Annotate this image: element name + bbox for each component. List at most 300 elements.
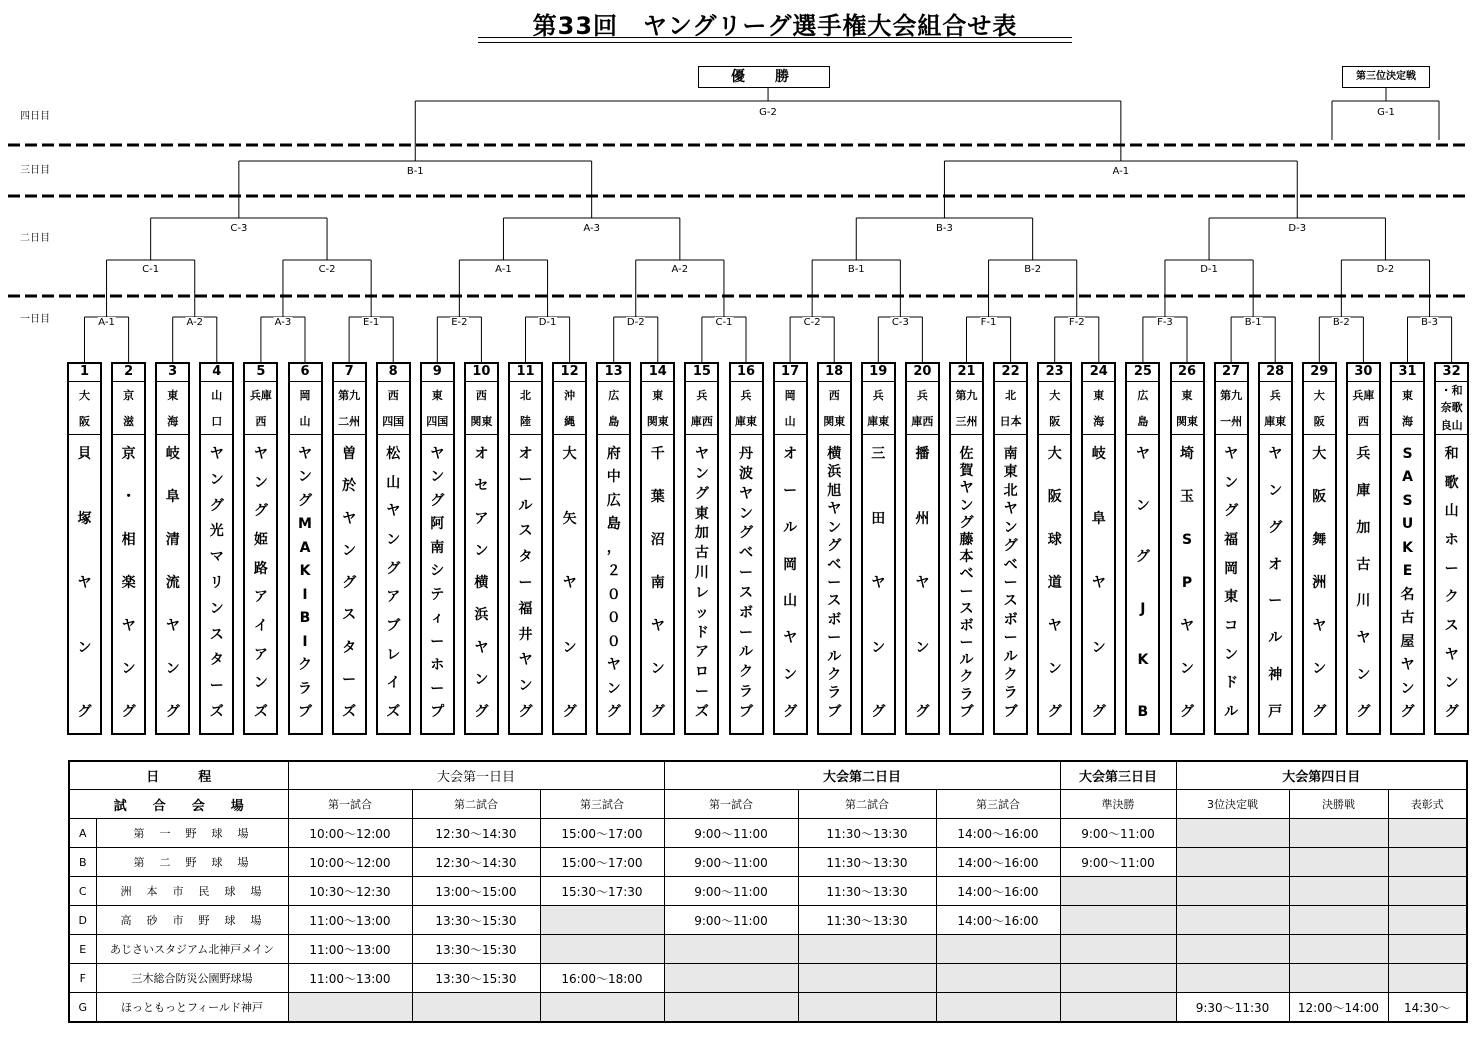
team-name-char: 阪 — [1312, 489, 1327, 505]
team-number: 11 — [516, 364, 535, 379]
team-region — [819, 381, 850, 434]
team-name — [378, 434, 409, 733]
team-name-char: グ — [827, 538, 842, 555]
team-name-char: K — [1137, 652, 1149, 669]
team-region-part: 日本 — [999, 414, 1022, 428]
team-name-char: ン — [77, 639, 92, 656]
time-slot: 9:00～11:00 — [1060, 819, 1176, 848]
team-region-part: 関東 — [823, 414, 846, 428]
team-name-char: ラ — [298, 680, 312, 697]
team-name-char: ヤ — [562, 575, 577, 591]
venue-key: A — [69, 819, 96, 848]
session-header: 決勝戦 — [1289, 790, 1388, 819]
team-name-char: ヤ — [915, 575, 930, 591]
team-region — [1083, 381, 1114, 434]
team-name-char: ン — [739, 505, 753, 522]
team-number: 22 — [1001, 364, 1020, 379]
time-slot: 9:30～11:30 — [1176, 993, 1289, 1023]
time-slot: 13:00～15:00 — [412, 877, 540, 906]
team-name-char: ア — [694, 644, 709, 661]
session-header: 第二試合 — [412, 790, 540, 819]
team-name-char: ズ — [386, 703, 401, 720]
time-slot — [1060, 877, 1176, 906]
team-name-char: ヤ — [1224, 446, 1239, 462]
team-region-part: 大 — [1313, 388, 1325, 402]
team-name-char: ブ — [298, 703, 312, 720]
team-box — [817, 362, 852, 735]
team-name-char: グ — [518, 703, 533, 720]
team-name-char: 屋 — [1400, 633, 1415, 650]
team-name-char: ン — [1003, 519, 1018, 536]
team-name-char: ク — [827, 667, 842, 684]
team-box — [1434, 362, 1469, 735]
day-label-2: 二日目 — [20, 233, 50, 244]
day2-header: 大会第二日目 — [664, 761, 1060, 790]
team-name-char: ヤ — [783, 630, 798, 647]
team-name-char: ン — [165, 661, 180, 677]
team-name-char: ヤ — [871, 575, 886, 591]
time-slot: 11:00～13:00 — [288, 906, 412, 935]
match-label-round1: F-1 — [980, 317, 997, 328]
team-name-char: ブ — [386, 617, 401, 634]
team-name-char: K — [1402, 539, 1413, 556]
team-region-part: 奈歌 — [1440, 401, 1463, 415]
team-name-char: マ — [209, 549, 224, 566]
team-name-char: 横 — [827, 446, 842, 462]
venue-row — [69, 906, 1467, 935]
team-name-char: 曽 — [342, 446, 357, 462]
team-number: 3 — [168, 364, 178, 379]
time-slot — [1176, 906, 1289, 935]
team-name-char: 名 — [1400, 586, 1415, 603]
team-name-char: ヤ — [1047, 618, 1062, 634]
team-region-part: 四国 — [382, 414, 405, 428]
time-slot: 12:30～14:30 — [412, 848, 540, 877]
team-name-char: 大 — [1047, 446, 1062, 462]
team-name-char: ー — [959, 635, 974, 652]
team-name-char: ン — [430, 469, 445, 486]
match-label-round2: D-2 — [1376, 264, 1395, 275]
team-region-part: 沖 — [564, 388, 576, 402]
team-name-char: 古 — [1356, 556, 1371, 573]
team-name-char: 球 — [1047, 532, 1062, 548]
team-name-char: ホ — [430, 657, 445, 674]
time-slot: 10:00～12:00 — [288, 848, 412, 877]
team-name-char: ル — [1268, 630, 1283, 647]
team-name-char: ボ — [739, 604, 753, 621]
team-box — [1081, 362, 1116, 735]
team-name-char: オ — [783, 446, 798, 462]
team-region-part: 島 — [608, 414, 620, 428]
team-region-part: 庫東 — [867, 414, 890, 428]
team-name-char: グ — [694, 485, 709, 502]
team-name-char: ス — [1444, 617, 1459, 634]
venue-name: あじさいスタジアム北神戸メイン — [96, 935, 288, 964]
team-name-char: 戸 — [1268, 703, 1283, 720]
team-name-char: ス — [1003, 593, 1018, 610]
match-label-round2: B-2 — [1024, 264, 1042, 275]
team-number: 25 — [1133, 364, 1152, 379]
team-region — [1127, 381, 1158, 434]
team-name-char: ヤ — [386, 503, 401, 520]
team-name — [907, 434, 938, 733]
day4-header: 大会第四日目 — [1176, 761, 1467, 790]
team-name-char: タ — [518, 549, 533, 566]
team-name — [290, 434, 321, 733]
team-name-char: 広 — [606, 492, 621, 509]
time-slot — [1388, 906, 1467, 935]
team-name-char: 阜 — [1091, 510, 1106, 527]
match-label-final: G-2 — [759, 107, 777, 118]
team-name-char: ズ — [694, 703, 709, 720]
team-name-char: ン — [1356, 667, 1371, 684]
team-name-char: ズ — [253, 703, 268, 720]
team-number: 15 — [692, 364, 711, 379]
time-slot — [1289, 848, 1388, 877]
team-box — [640, 362, 675, 735]
match-label-round1: E-2 — [451, 317, 468, 328]
team-name-char: ー — [430, 633, 445, 650]
time-slot: 11:00～13:00 — [288, 935, 412, 964]
team-number: 23 — [1045, 364, 1064, 379]
time-slot: 11:30～13:30 — [798, 819, 936, 848]
team-name-char: ー — [827, 574, 842, 591]
team-name-char: ボ — [959, 617, 974, 634]
team-number: 21 — [957, 364, 976, 379]
team-name-char: グ — [915, 704, 930, 720]
team-name-char: グ — [1400, 703, 1415, 720]
team-name-char: ヤ — [77, 575, 92, 591]
match-label-round2: C-1 — [142, 264, 160, 275]
team-name-char: ブ — [1003, 703, 1018, 720]
team-name-char: グ — [739, 525, 753, 542]
time-slot — [1060, 935, 1176, 964]
time-slot — [1388, 819, 1467, 848]
team-name-char: ル — [1224, 703, 1239, 720]
team-name-char: ー — [783, 482, 798, 499]
team-name-char: ル — [739, 644, 753, 661]
team-region-part: 第九 — [338, 388, 361, 402]
team-box — [508, 362, 543, 735]
team-name-char: 貝 — [77, 446, 92, 462]
team-name — [1260, 434, 1291, 733]
time-slot — [1060, 993, 1176, 1023]
venue-name: 洲 本 市 民 球 場 — [96, 877, 288, 906]
team-box — [1258, 362, 1293, 735]
time-slot — [1176, 935, 1289, 964]
time-slot: 10:00～12:00 — [288, 819, 412, 848]
team-name-char: ア — [474, 510, 489, 527]
team-name-char: ラ — [959, 686, 974, 703]
page-title: 第33回 ヤングリーグ選手権大会組合せ表 — [532, 12, 1018, 40]
team-region-part: 山 — [784, 414, 796, 428]
team-name-char: 南 — [430, 539, 445, 556]
team-name-char: ヤ — [1356, 630, 1371, 647]
team-box — [155, 362, 190, 735]
match-label-semi: A-1 — [1112, 166, 1130, 177]
team-name-char: ヤ — [209, 446, 224, 462]
team-number: 18 — [825, 364, 844, 379]
team-name-char: ヤ — [430, 446, 445, 462]
team-region — [378, 381, 409, 434]
team-name-char: S — [1181, 532, 1193, 548]
team-name-char: ド — [694, 624, 709, 641]
team-region — [466, 381, 497, 434]
team-region — [290, 381, 321, 434]
match-label-round2: B-1 — [847, 264, 865, 275]
team-name-char: ン — [1444, 675, 1459, 692]
team-number: 27 — [1222, 364, 1241, 379]
team-number: 13 — [604, 364, 623, 379]
team-region — [951, 381, 982, 434]
team-number: 6 — [300, 364, 310, 379]
team-region-part: 東 — [1181, 388, 1193, 402]
team-name-char: 沼 — [650, 532, 665, 548]
match-label-round1: D-1 — [538, 317, 557, 328]
match-label-round2: A-2 — [671, 264, 689, 275]
team-box — [67, 362, 102, 735]
team-region-part: 島 — [1137, 414, 1149, 428]
team-name-char: レ — [386, 646, 401, 663]
team-number: 10 — [472, 364, 491, 379]
team-name-char: ィ — [430, 610, 445, 627]
team-name-char: ー — [739, 624, 753, 641]
team-region-part: 広 — [608, 388, 620, 402]
team-name-char: I — [302, 633, 308, 650]
team-name — [995, 434, 1026, 733]
team-name-char: グ — [1312, 704, 1327, 720]
team-region — [1216, 381, 1247, 434]
team-name-char: 山 — [386, 474, 401, 491]
team-region-part: 阪 — [1049, 414, 1061, 428]
team-region — [201, 381, 232, 434]
team-name-char: 島 — [606, 516, 621, 533]
team-name-char: ブ — [739, 703, 753, 720]
team-name-char: 流 — [165, 575, 180, 591]
team-name-char: グ — [1224, 503, 1239, 520]
team-name — [1216, 434, 1247, 733]
team-name-char: 浜 — [474, 607, 489, 624]
team-name-char: 横 — [474, 575, 489, 591]
team-box — [288, 362, 323, 735]
team-name-char: ズ — [342, 704, 357, 720]
team-name-char: J — [1140, 600, 1146, 617]
team-name-char: ン — [474, 671, 489, 688]
team-region-part: 山 — [211, 388, 223, 402]
time-slot — [1060, 906, 1176, 935]
team-name-char: ヤ — [1091, 575, 1106, 591]
team-region-part: 山 — [299, 414, 311, 428]
team-region-part: 大 — [79, 388, 90, 402]
team-name-char: ン — [871, 639, 886, 656]
day3-header: 大会第三日目 — [1060, 761, 1176, 790]
team-name-char: グ — [342, 575, 357, 591]
team-name-char: ヤ — [518, 652, 533, 669]
team-name — [1348, 434, 1379, 733]
team-name-char: ア — [386, 589, 401, 606]
time-slot: 9:00～11:00 — [664, 877, 798, 906]
match-label-third: G-1 — [1377, 107, 1395, 118]
team-name — [1039, 434, 1070, 733]
team-name-char: 姫 — [253, 531, 268, 548]
venue-key: B — [69, 848, 96, 877]
team-number: 14 — [648, 364, 667, 379]
team-name-char: ベ — [739, 545, 753, 562]
team-region — [1348, 381, 1379, 434]
time-slot — [936, 993, 1060, 1023]
team-name-char: 山 — [783, 593, 798, 610]
team-region-part: 兵 — [696, 388, 708, 402]
team-number: 30 — [1354, 364, 1373, 379]
team-name-char: ー — [1268, 593, 1283, 610]
team-name-char: ０ — [606, 610, 621, 627]
team-name-char: 三 — [871, 446, 886, 462]
team-name-char: 阪 — [1047, 489, 1062, 505]
team-name-char: ヤ — [1312, 618, 1327, 634]
time-slot — [1176, 819, 1289, 848]
team-region-part: 東 — [1402, 388, 1413, 402]
team-name-char: グ — [959, 514, 974, 531]
team-number: 19 — [869, 364, 888, 379]
team-box — [376, 362, 411, 735]
team-name-char: ン — [959, 497, 974, 514]
team-box — [552, 362, 587, 735]
time-slot — [1388, 964, 1467, 993]
time-slot: 15:30～17:30 — [540, 877, 664, 906]
team-name-char: 和 — [1444, 446, 1459, 462]
day-label-3: 三日目 — [20, 165, 50, 176]
team-name — [1304, 434, 1335, 733]
team-name-char: 丹 — [739, 446, 753, 462]
team-region — [863, 381, 894, 434]
team-name-char: ロ — [694, 664, 709, 681]
team-region-part: 東 — [652, 388, 664, 402]
team-name-char: 東 — [694, 505, 709, 522]
team-name-char: 葉 — [650, 489, 665, 505]
team-name-char: ン — [562, 639, 577, 656]
team-name-char: イ — [386, 675, 401, 692]
team-name-char: ヤ — [694, 446, 709, 462]
team-name-char: ヤ — [1400, 657, 1415, 674]
team-name — [1172, 434, 1203, 733]
team-name-char: ラ — [739, 684, 753, 701]
team-region-part: 海 — [1093, 414, 1105, 428]
venue-key: D — [69, 906, 96, 935]
team-name-char: 古 — [694, 545, 709, 562]
team-region-part: 良山 — [1440, 418, 1463, 432]
team-name-char: 中 — [606, 469, 621, 486]
team-name-char: I — [302, 586, 308, 603]
team-name-char: P — [1181, 575, 1193, 591]
match-label-round1: B-1 — [1244, 317, 1262, 328]
team-number: 29 — [1310, 364, 1329, 379]
team-number: 7 — [344, 364, 354, 379]
team-name-char: ー — [1003, 630, 1018, 647]
team-name-char: ン — [915, 639, 930, 656]
match-label-round2: C-2 — [318, 264, 336, 275]
team-name-char: 道 — [1047, 575, 1062, 591]
time-slot — [1289, 964, 1388, 993]
team-name-char: ク — [739, 664, 753, 681]
venue-row — [69, 964, 1467, 993]
venue-key: G — [69, 993, 96, 1023]
team-name-char: ホ — [1444, 531, 1459, 548]
team-name-char: ン — [650, 661, 665, 677]
team-box — [464, 362, 499, 735]
team-name-char: ズ — [209, 703, 224, 720]
team-name-char: 南 — [1003, 446, 1018, 462]
team-name-char: ヤ — [739, 485, 753, 502]
session-header: 第三試合 — [936, 790, 1060, 819]
team-name-char: 川 — [694, 565, 709, 582]
match-label-round1: C-2 — [803, 317, 821, 328]
team-region-part: 兵庫 — [249, 388, 272, 402]
team-name-char: 田 — [871, 510, 886, 527]
time-slot: 11:30～13:30 — [798, 848, 936, 877]
team-region — [554, 381, 585, 434]
team-region-part: 岡 — [299, 388, 311, 402]
time-slot: 11:30～13:30 — [798, 906, 936, 935]
team-number: 26 — [1177, 364, 1197, 379]
match-label-quarter: B-3 — [936, 223, 953, 234]
team-name-char: 清 — [165, 532, 180, 548]
team-name-char: 波 — [739, 465, 753, 482]
match-label-round1: A-2 — [186, 317, 204, 328]
time-slot: 9:00～11:00 — [664, 819, 798, 848]
team-name-char: 大 — [562, 446, 577, 462]
team-name-char: グ — [1003, 538, 1018, 555]
team-name-char: グ — [386, 560, 401, 577]
team-name-char: S — [1402, 446, 1413, 462]
team-name-char: 旭 — [827, 482, 842, 499]
team-box — [596, 362, 631, 735]
team-name-char: ン — [209, 600, 224, 617]
team-name-char: グ — [253, 503, 268, 520]
team-region-part: 庫西 — [911, 414, 934, 428]
match-label-quarter: D-3 — [1288, 223, 1307, 234]
third-place-box: 第三位決定戦 — [1342, 66, 1430, 88]
team-name-char: ー — [959, 583, 974, 600]
session-header: 準決勝 — [1060, 790, 1176, 819]
time-slot — [1176, 877, 1289, 906]
team-name-char: K — [299, 563, 311, 580]
team-region-part: 北 — [1005, 388, 1017, 402]
team-name — [1392, 434, 1423, 733]
time-slot: 14:00～16:00 — [936, 877, 1060, 906]
team-region — [245, 381, 276, 434]
team-name-char: 南 — [650, 575, 665, 591]
team-name-char: 州 — [915, 510, 930, 527]
team-name-char: ヤ — [298, 446, 312, 462]
team-name — [334, 434, 365, 733]
team-name-char: グ — [209, 497, 224, 514]
team-number: 24 — [1089, 364, 1108, 379]
match-label-round2: A-1 — [495, 264, 512, 275]
team-region — [113, 381, 144, 434]
team-name-char: 楽 — [121, 575, 136, 591]
team-name-char: 大 — [1312, 446, 1327, 462]
team-name-char: 井 — [518, 626, 533, 643]
team-region-part: 三州 — [955, 414, 978, 428]
team-name-char: 東 — [1003, 464, 1018, 481]
team-name-char: ， — [606, 539, 621, 556]
team-box — [1390, 362, 1425, 735]
session-header: 第一試合 — [288, 790, 412, 819]
session-header: 第一試合 — [664, 790, 798, 819]
team-name-char: ー — [1444, 560, 1459, 577]
team-region-part: 西 — [1357, 414, 1369, 428]
team-region-part: 庫東 — [1264, 414, 1287, 428]
